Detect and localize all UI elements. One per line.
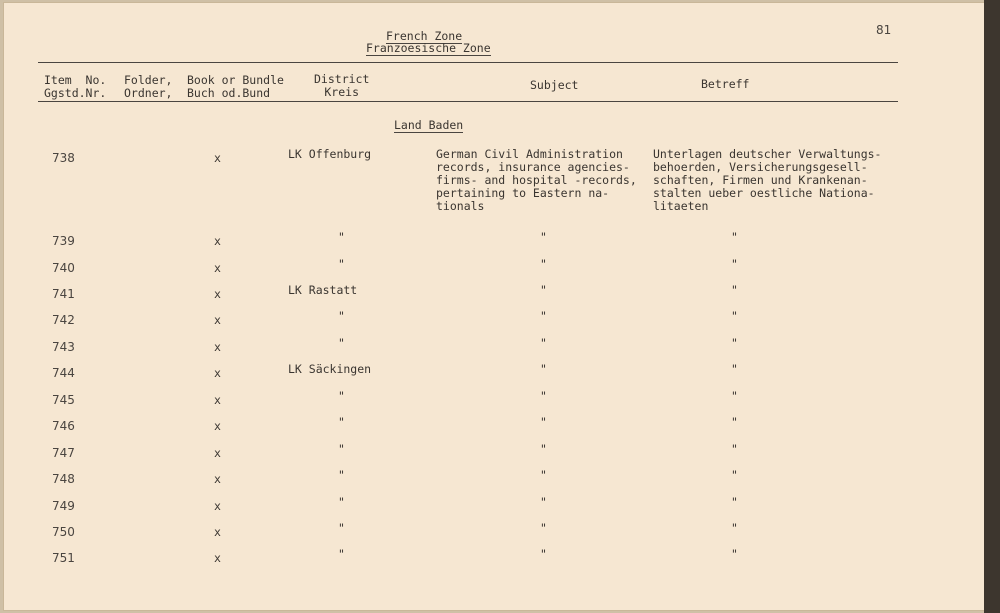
item-number: 743 — [52, 340, 75, 354]
page-edge — [984, 0, 1000, 613]
item-number: 747 — [52, 446, 75, 460]
folder-mark: x — [214, 499, 221, 513]
subject-cell: " — [540, 415, 547, 429]
district-cell: " — [338, 547, 345, 561]
subject-cell: " — [540, 283, 547, 297]
district-cell: " — [338, 495, 345, 509]
district-cell: " — [338, 521, 345, 535]
item-number: 750 — [52, 525, 75, 539]
folder-mark: x — [214, 261, 221, 275]
item-number: 745 — [52, 393, 75, 407]
document-page — [4, 3, 984, 610]
folder-mark: x — [214, 525, 221, 539]
betreff-cell: " — [731, 309, 738, 323]
district-cell: " — [338, 442, 345, 456]
betreff-cell: " — [731, 389, 738, 403]
header-top-rule — [38, 62, 898, 63]
district-cell: " — [338, 257, 345, 271]
item-number: 749 — [52, 499, 75, 513]
item-number: 740 — [52, 261, 75, 275]
folder-mark: x — [214, 446, 221, 460]
folder-mark: x — [214, 393, 221, 407]
district-cell: " — [338, 415, 345, 429]
page-number: 81 — [876, 23, 892, 37]
betreff-cell: " — [731, 230, 738, 244]
subject-cell: " — [540, 389, 547, 403]
district-cell: " — [338, 230, 345, 244]
col-header-betreff: Betreff — [701, 77, 750, 91]
betreff-cell: " — [731, 257, 738, 271]
subject-cell: " — [540, 336, 547, 350]
betreff-cell: " — [731, 521, 738, 535]
betreff-cell: Unterlagen deutscher Verwaltungs- behoerden, Versicherungsgesell- schaften, Firmen und Krankenan- stalten ueber oestliche Nationa- litaeten — [653, 147, 882, 213]
col-header-district: District Kreis — [314, 72, 370, 99]
betreff-cell: " — [731, 415, 738, 429]
item-number: 739 — [52, 234, 75, 248]
folder-mark: x — [214, 419, 221, 433]
subject-cell: " — [540, 495, 547, 509]
item-number: 741 — [52, 287, 75, 301]
folder-mark: x — [214, 340, 221, 354]
betreff-cell: " — [731, 495, 738, 509]
district-cell: " — [338, 468, 345, 482]
district-cell: LK Säckingen — [288, 362, 372, 376]
item-number: 751 — [52, 551, 75, 565]
col-header-item: Item No. Ggstd.Nr. — [44, 73, 107, 100]
district-cell: LK Rastatt — [288, 283, 358, 297]
betreff-cell: " — [731, 547, 738, 561]
folder-mark: x — [214, 151, 221, 165]
district-cell: LK Offenburg — [288, 147, 372, 161]
col-header-folder: Folder, Ordner, — [124, 73, 173, 100]
folder-mark: x — [214, 234, 221, 248]
subject-cell: " — [540, 468, 547, 482]
item-number: 742 — [52, 313, 75, 327]
header-bottom-rule — [38, 101, 898, 102]
betreff-cell: " — [731, 283, 738, 297]
district-cell: " — [338, 389, 345, 403]
item-number: 738 — [52, 151, 75, 165]
subject-cell: German Civil Administration records, insurance agencies- firms- and hospital -records, pertaining to Eastern na- tionals — [436, 147, 637, 213]
section-heading: Land Baden — [394, 118, 464, 132]
subject-cell: " — [540, 547, 547, 561]
subject-cell: " — [540, 309, 547, 323]
zone-title-de: Franzoesische Zone — [366, 41, 491, 55]
item-number: 744 — [52, 366, 75, 380]
subject-cell: " — [540, 230, 547, 244]
betreff-cell: " — [731, 362, 738, 376]
district-cell: " — [338, 336, 345, 350]
zone-title-en: French Zone — [386, 29, 463, 43]
folder-mark: x — [214, 366, 221, 380]
folder-mark: x — [214, 313, 221, 327]
betreff-cell: " — [731, 468, 738, 482]
betreff-cell: " — [731, 336, 738, 350]
item-number: 746 — [52, 419, 75, 433]
item-number: 748 — [52, 472, 75, 486]
subject-cell: " — [540, 257, 547, 271]
folder-mark: x — [214, 551, 221, 565]
district-cell: " — [338, 309, 345, 323]
folder-mark: x — [214, 472, 221, 486]
col-header-subject: Subject — [530, 78, 579, 92]
subject-cell: " — [540, 442, 547, 456]
subject-cell: " — [540, 362, 547, 376]
betreff-cell: " — [731, 442, 738, 456]
col-header-book: Book or Bundle Buch od.Bund — [187, 73, 284, 100]
subject-cell: " — [540, 521, 547, 535]
folder-mark: x — [214, 287, 221, 301]
